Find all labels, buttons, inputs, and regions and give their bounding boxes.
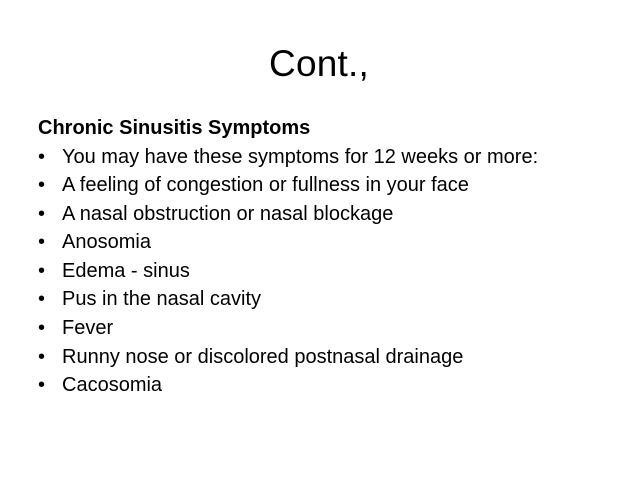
- bullet-item: [38, 171, 628, 200]
- bullet-text: Pus in the nasal cavity: [62, 288, 261, 311]
- bullet-text: You may have these symptoms for 12 weeks or more:: [62, 145, 539, 168]
- bullet-item: [38, 257, 628, 286]
- bullet-item: [38, 343, 628, 372]
- bullet-item: [38, 314, 628, 343]
- bullet-text: Anosomia: [62, 231, 151, 254]
- bullet-icon: •: [38, 174, 46, 197]
- bullet-list: [38, 143, 628, 400]
- slide-content: [38, 114, 628, 400]
- bullet-icon: •: [38, 374, 46, 397]
- bullet-icon: •: [38, 259, 46, 282]
- bullet-item: [38, 371, 628, 400]
- bullet-text: A nasal obstruction or nasal blockage: [62, 202, 394, 225]
- bullet-icon: •: [38, 202, 46, 225]
- bullet-text: Runny nose or discolored postnasal drainage: [62, 345, 464, 368]
- bullet-item: [38, 228, 628, 257]
- bullet-icon: •: [38, 231, 46, 254]
- bullet-icon: •: [38, 317, 46, 340]
- bullet-item: [38, 143, 628, 172]
- bullet-icon: •: [38, 145, 46, 168]
- bullet-text: Fever: [62, 317, 114, 340]
- section-heading: Chronic Sinusitis Symptoms: [38, 117, 311, 139]
- bullet-icon: •: [38, 345, 46, 368]
- bullet-text: A feeling of congestion or fullness in your face: [62, 174, 469, 197]
- bullet-text: Edema - sinus: [62, 259, 190, 282]
- bullet-item: [38, 200, 628, 229]
- bullet-icon: •: [38, 288, 46, 311]
- bullet-item: [38, 285, 628, 314]
- bullet-text: Cacosomia: [62, 374, 163, 397]
- slide-title: Cont.,: [269, 43, 369, 84]
